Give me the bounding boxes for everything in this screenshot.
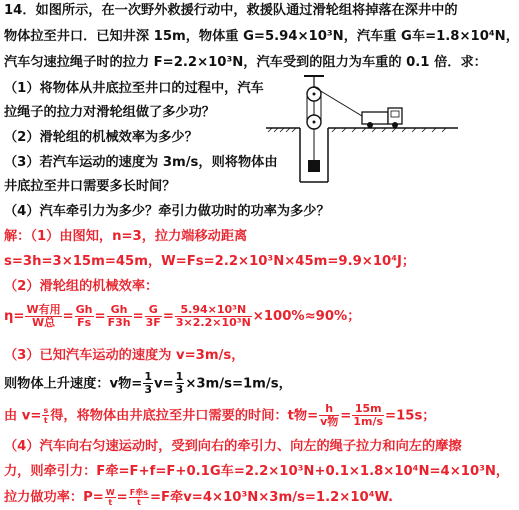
h-over-v-fraction: $\frac{h}{\text{v物}}$: [320, 402, 339, 428]
solution-step-8: （4）汽车向右匀速运动时，受到向右的牵引力、向左的绳子拉力和向左的摩擦: [4, 439, 462, 454]
solution-step-1: 解：（1）由图知，n=3，拉力端移动距离: [4, 229, 248, 244]
fraction-g-3f: $\frac{G}{3F}$: [145, 302, 161, 329]
one-third-fraction-2: $\frac{1}{3}$: [175, 370, 184, 396]
fraction-values: $\frac{\text{5.94×10³N}}{\text{3×2.2×10³N}}$: [175, 302, 251, 329]
pulley-well-truck-diagram-icon: [262, 70, 462, 185]
time-formula: 由 v= $\frac{s}{t}$ 得，将物体由井底拉至井口需要的时间：t物= $\frac{h}{\text{v物}}$ = $\frac{15m}{1m/s}$ =15s；: [4, 402, 436, 428]
efficiency-ratio: $\frac{\text{W有用}}{\text{W总}}$: [26, 302, 61, 329]
question-4: （4）汽车牵引力为多少？牵引力做功时的功率为多少？: [4, 204, 330, 219]
question-3b: 井底拉至井口需要多长时间？: [4, 179, 176, 194]
fs-over-t-fraction: $\frac{\text{F牵s}}{t}$: [129, 487, 148, 507]
question-2: （2）滑轮组的机械效率为多少？: [4, 130, 198, 145]
solution-step-3: （2）滑轮组的机械效率：: [4, 279, 159, 294]
values-fraction: $\frac{15m}{1m/s}$: [353, 402, 384, 428]
s-over-t-fraction: $\frac{s}{t}$: [43, 406, 49, 425]
question-1b: 拉绳子的拉力对滑轮组做了多少功？: [4, 105, 215, 120]
solution-step-2: s=3h=3×15m=45m，W=Fs=2.2×10³N×45m=9.9×10⁴J；: [4, 254, 416, 269]
eta-label: η=: [4, 309, 25, 324]
question-3a: （3）若汽车运动的速度为 3m/s，则将物体由: [4, 155, 278, 170]
problem-line-3: 汽车匀速拉绳子时的拉力 F=2.2×10³N，汽车受到的阻力为车重的 0.1 倍．求：: [4, 55, 487, 70]
one-third-fraction: $\frac{1}{3}$: [144, 370, 152, 396]
object-speed-formula: 则物体上升速度：v物= $\frac{1}{3}$ v= $\frac{1}{3}$ ×3m/s=1m/s，: [4, 370, 292, 396]
problem-line-2: 物体拉至井口．已知井深 15m，物体重 G=5.94×10³N，汽车重 G车=1.8×10⁴N，: [4, 29, 519, 44]
question-1a: （1）将物体从井底拉至井口的过程中，汽车: [4, 81, 264, 96]
solution-step-5: （3）已知汽车运动的速度为 v=3m/s，: [4, 348, 245, 363]
efficiency-formula: η= $\frac{\text{W有用}}{\text{W总}}$ = $\frac{Gh}{Fs}$ = $\frac{Gh}{F3h}$ = $\frac{G}{3F}$ = $\frac{\text{5.94×10³N}}{\text{3×2.2×10³N}}$ ×100%≈90%；: [4, 302, 361, 329]
solution-step-9: 力，则牵引力：F牵=F+f=F+0.1G车=2.2×10³N+0.1×1.8×10⁴N=4×10³N，: [4, 464, 510, 479]
problem-line-1: 14．如图所示，在一次野外救援行动中，救援队通过滑轮组将掉落在深井中的: [4, 3, 458, 18]
fraction-gh-fs: $\frac{Gh}{Fs}$: [75, 302, 93, 329]
power-formula: 拉力做功率：P= $\frac{W}{t}$ = $\frac{\text{F牵s}}{t}$ =F牵v=4×10³N×3m/s=1.2×10⁴W.: [4, 487, 393, 507]
fraction-gh-f3h: $\frac{Gh}{F3h}$: [107, 302, 131, 329]
w-over-t-fraction: $\frac{W}{t}$: [105, 487, 115, 507]
